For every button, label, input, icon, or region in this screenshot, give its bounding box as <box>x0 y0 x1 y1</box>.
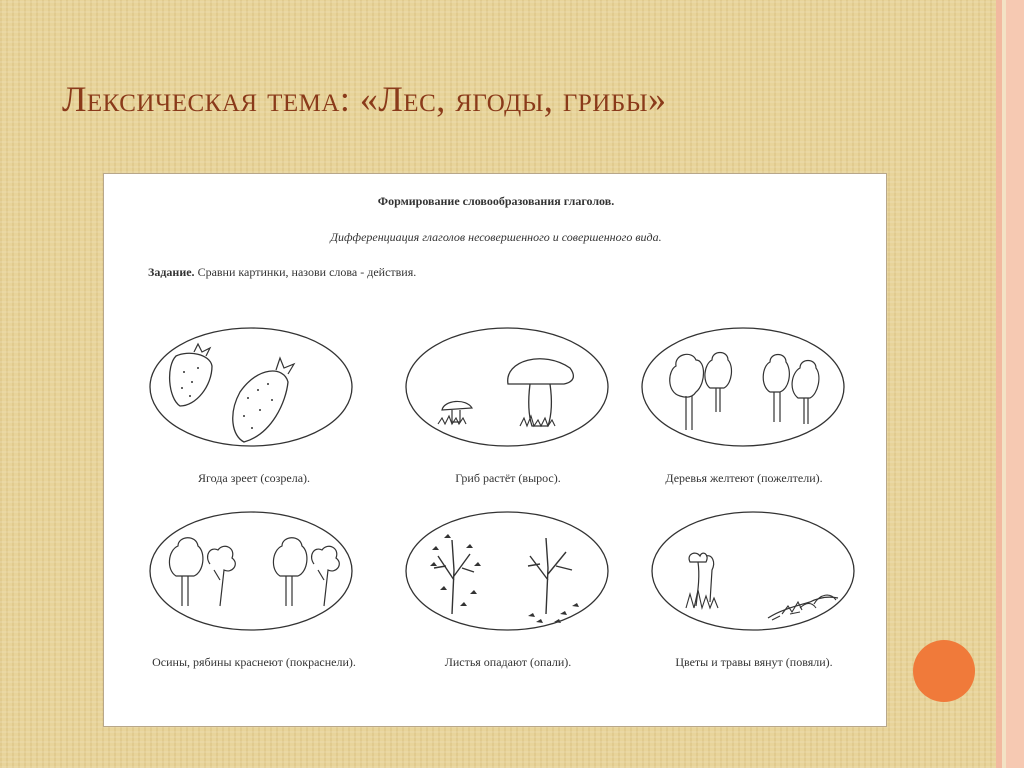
falling-leaves-icon <box>404 510 610 632</box>
caption-strawberry: Ягода зреет (созрела). <box>197 471 311 485</box>
aspen-rowan-icon <box>148 510 354 632</box>
caption-trees: Деревья желтеют (пожелтели). <box>665 471 823 485</box>
decorative-orange-circle <box>913 640 975 702</box>
worksheet-subtitle: Дифференциация глаголов несовершенного и совершенного вида. <box>330 230 662 244</box>
picture-strawberry <box>148 326 358 448</box>
wilting-flowers-icon <box>650 510 856 632</box>
worksheet-title: Формирование словообразования глаголов. <box>377 194 615 208</box>
caption-falling-leaves: Листья опадают (опали). <box>444 655 572 669</box>
caption-mushroom: Гриб растёт (вырос). <box>455 471 561 485</box>
picture-wilting-flowers <box>650 510 860 632</box>
caption-aspen-rowan: Осины, рябины краснеют (покраснели). <box>152 655 356 669</box>
worksheet <box>103 173 887 727</box>
picture-trees <box>640 326 850 448</box>
task-line <box>148 265 416 280</box>
caption-wilting-flowers: Цветы и травы вянут (повяли). <box>675 655 833 669</box>
picture-mushroom <box>404 326 614 448</box>
right-stripe-wide <box>1006 0 1024 768</box>
trees-icon <box>640 326 846 448</box>
mushroom-icon <box>404 326 610 448</box>
picture-aspen-rowan <box>148 510 358 632</box>
task-text: Сравни картинки, назови слова - действия. <box>194 265 417 279</box>
task-label: Задание. <box>148 265 195 279</box>
picture-falling-leaves <box>404 510 614 632</box>
strawberry-icon <box>148 326 354 448</box>
slide-title: Лексическая тема: «Лес, ягоды, грибы» <box>62 79 667 119</box>
